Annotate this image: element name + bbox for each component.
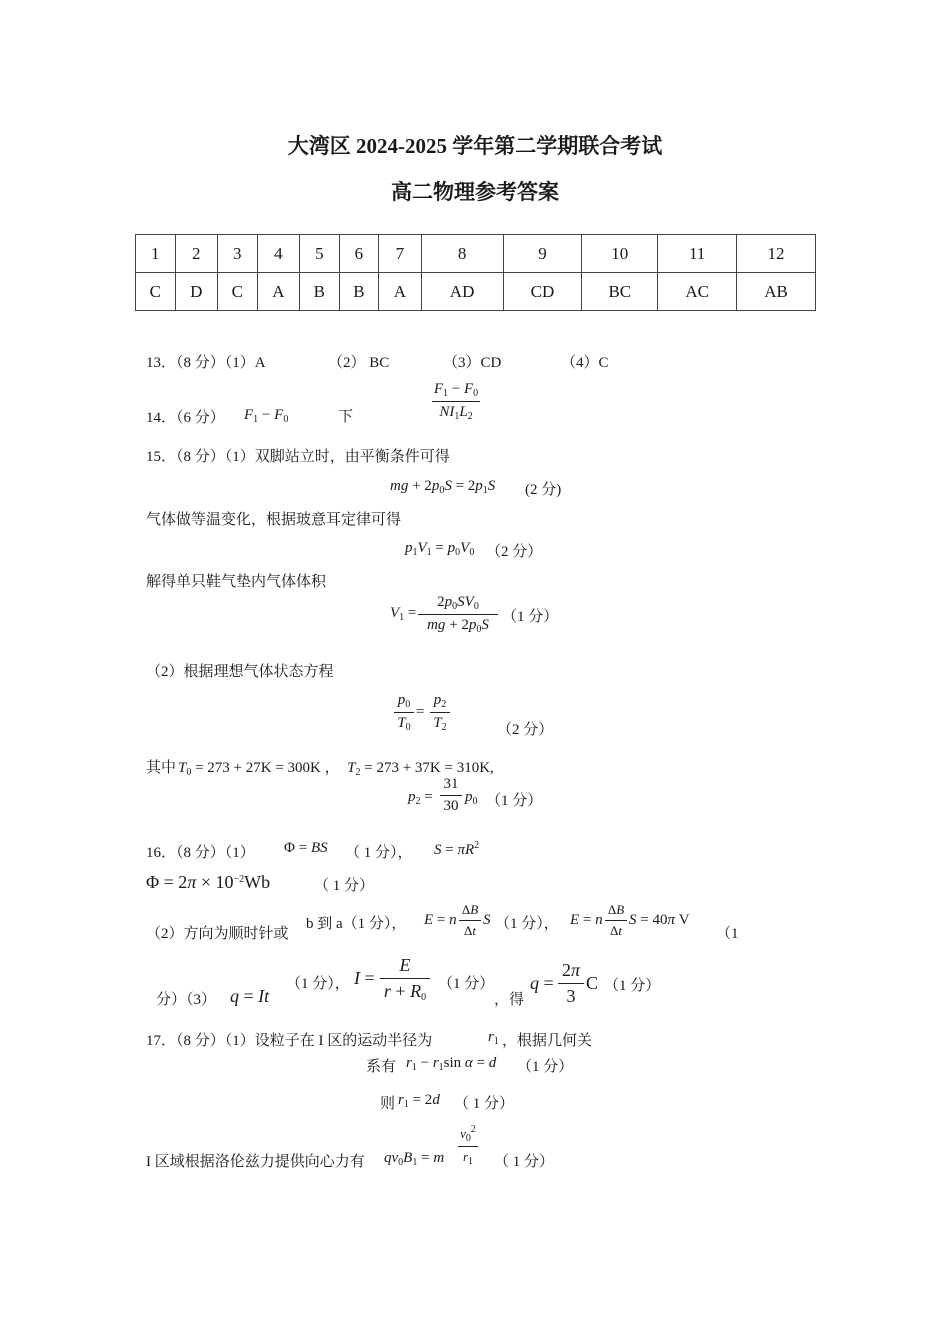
q15-eq4-right: $p_2$ $T_2$ bbox=[430, 692, 450, 733]
q15-eq5-p0: $p_0$ bbox=[465, 789, 478, 807]
q15-eq4-equals: = bbox=[416, 704, 425, 720]
q15-part2: （2）根据理想气体状态方程 bbox=[146, 664, 334, 680]
q16-eq7-lhs: I = bbox=[354, 968, 375, 988]
q16-eq4-S: S bbox=[483, 912, 491, 928]
q15-eq1: mg + $2p_0S = 2p_1S$ bbox=[390, 478, 496, 496]
table-cell: AD bbox=[421, 273, 503, 311]
q15-eq3-fraction: $2p_0SV_0$ mg + $2p_0S$ bbox=[418, 594, 498, 635]
q15-line2: 气体做等温变化，根据玻意耳定律可得 bbox=[146, 512, 402, 528]
q16-score3: （1 分）， bbox=[495, 916, 559, 932]
q16-eq1: Φ = BS bbox=[284, 840, 328, 856]
table-cell: 11 bbox=[658, 235, 737, 273]
q17-score1: （1 分） bbox=[517, 1059, 574, 1075]
table-cell: C bbox=[218, 273, 258, 311]
q15-eq1-score: (2 分) bbox=[525, 482, 562, 498]
table-cell: C bbox=[136, 273, 176, 311]
table-cell: 12 bbox=[737, 235, 816, 273]
q16-eq2: $S = \pi R^2$ bbox=[434, 840, 480, 858]
q15-eq5-lhs: $p_2$ = bbox=[408, 789, 433, 807]
table-cell: AB bbox=[737, 273, 816, 311]
q15-eq5-score: （1 分） bbox=[486, 793, 543, 809]
table-cell: 9 bbox=[503, 235, 582, 273]
q16-eq8-unit: C bbox=[586, 973, 599, 993]
q16-head: 16．（8 分）（1） bbox=[146, 845, 255, 861]
q16-score7: （1 分） bbox=[604, 978, 661, 994]
q16-de: ，得 bbox=[494, 992, 525, 1008]
table-cell: BC bbox=[582, 273, 658, 311]
table-cell: 2 bbox=[175, 235, 218, 273]
q17-score2: （ 1 分） bbox=[454, 1096, 515, 1112]
q17-r1: $r_1$ bbox=[488, 1029, 499, 1047]
page-title: 大湾区 2024-2025 学年第二学期联合考试 bbox=[287, 134, 663, 158]
q15-line3: 解得单只鞋气垫内气体体积 bbox=[146, 574, 327, 590]
q13-head: 13．（8 分）（1）A bbox=[146, 355, 266, 371]
q17-eq3-lhs: $qv_0B_1 = m$ bbox=[384, 1150, 445, 1168]
q16-direction: b 到 a（1 分）， bbox=[306, 916, 407, 932]
table-row-answers bbox=[136, 273, 816, 311]
q16-eq7-fraction: E $r + R_0$ bbox=[380, 955, 430, 1003]
q15-eq4-left: $p_0$ $T_0$ bbox=[394, 692, 414, 733]
q16-score6: （1 分） bbox=[438, 976, 495, 992]
q17-head2: ，根据几何关 bbox=[502, 1033, 593, 1049]
q17-line4: I 区域根据洛伦兹力提供向心力有 bbox=[146, 1154, 365, 1170]
table-cell: AC bbox=[658, 273, 737, 311]
q16-eq5-lhs: E = n bbox=[570, 912, 603, 928]
table-cell: 6 bbox=[339, 235, 379, 273]
q16-eq6: q = It bbox=[230, 986, 270, 1006]
q17-head: 17．（8 分）（1）设粒子在 I 区的运动半径为 bbox=[146, 1033, 433, 1049]
q17-eq3-fraction: $v_0^2$ $r_1$ bbox=[458, 1124, 478, 1167]
q13-part4: （4）C bbox=[561, 355, 609, 371]
q16-eq8-lhs: q = bbox=[530, 973, 554, 993]
q16-eq4-fraction: ΔB Δt bbox=[459, 902, 481, 939]
q16-score2: （ 1 分） bbox=[314, 878, 375, 894]
q17-score3: （ 1 分） bbox=[494, 1154, 555, 1170]
q16-eq8-fraction: 2π 3 bbox=[558, 960, 584, 1007]
q15-eq2: $p_1V_1 = p_0V_0$ bbox=[405, 540, 475, 558]
q15-eq3-score: （1 分） bbox=[502, 609, 559, 625]
table-cell: CD bbox=[503, 273, 582, 311]
table-cell: A bbox=[379, 273, 422, 311]
q15-eq5-fraction: 31 30 bbox=[440, 776, 462, 815]
table-cell: B bbox=[300, 273, 340, 311]
q17-eq2: $r_1 = 2d$ bbox=[398, 1092, 440, 1110]
q15-head: 15．（8 分）（1）双脚站立时，由平衡条件可得 bbox=[146, 449, 450, 465]
table-cell: D bbox=[175, 273, 218, 311]
table-cell: 5 bbox=[300, 235, 340, 273]
table-cell: 8 bbox=[421, 235, 503, 273]
q16-eq5-fraction: ΔB Δt bbox=[605, 902, 627, 939]
q16-score1: （ 1 分）， bbox=[345, 845, 413, 861]
q16-eq5-rhs: S = 40π V bbox=[629, 912, 690, 928]
q14-formula1: $F_1 - F_0$ bbox=[244, 407, 289, 425]
q14-fraction: $F_1 - F_0$ $NI_1L_2$ bbox=[433, 381, 479, 422]
q15-eq2-score: （2 分） bbox=[486, 544, 543, 560]
answer-table bbox=[135, 234, 816, 311]
q17-ze: 则 bbox=[380, 1096, 396, 1112]
q14-head: 14．（6 分） bbox=[146, 410, 225, 426]
q15-eq4-score: （2 分） bbox=[497, 722, 554, 738]
q14-answer2: 下 bbox=[338, 409, 354, 425]
table-cell: 10 bbox=[582, 235, 658, 273]
table-cell: 1 bbox=[136, 235, 176, 273]
q16-part2: （2）方向为顺时针或 bbox=[146, 926, 289, 942]
q16-line3-start: 分）（3） bbox=[156, 992, 217, 1008]
q16-eq3: $\Phi = 2\pi \times 10^{-2}Wb$ bbox=[146, 872, 271, 892]
table-row-numbers bbox=[136, 235, 816, 273]
table-cell: 4 bbox=[257, 235, 300, 273]
q13-part3: （3）CD bbox=[443, 355, 502, 371]
q15-temps: $T_0 = 273 + 27K = 300K$ ， $T_2 = 273 + 37K = 310K$, bbox=[178, 760, 494, 778]
q16-score4a: （1 bbox=[716, 926, 739, 942]
table-cell: B bbox=[339, 273, 379, 311]
table-cell: 3 bbox=[218, 235, 258, 273]
q16-score5: （1 分）， bbox=[286, 976, 350, 992]
q17-eq1: $r_1 - r_1\sin$ α = d bbox=[406, 1055, 497, 1073]
q16-eq4-lhs: E = n bbox=[424, 912, 457, 928]
table-cell: 7 bbox=[379, 235, 422, 273]
q17-line2: 系有 bbox=[366, 1059, 397, 1075]
q15-temps-prefix: 其中 bbox=[146, 760, 177, 776]
q13-part2: （2） BC bbox=[328, 355, 390, 371]
table-cell: A bbox=[257, 273, 300, 311]
q15-eq3-lhs: $V_1$ = bbox=[390, 605, 417, 623]
page-subtitle: 高二物理参考答案 bbox=[391, 180, 559, 204]
